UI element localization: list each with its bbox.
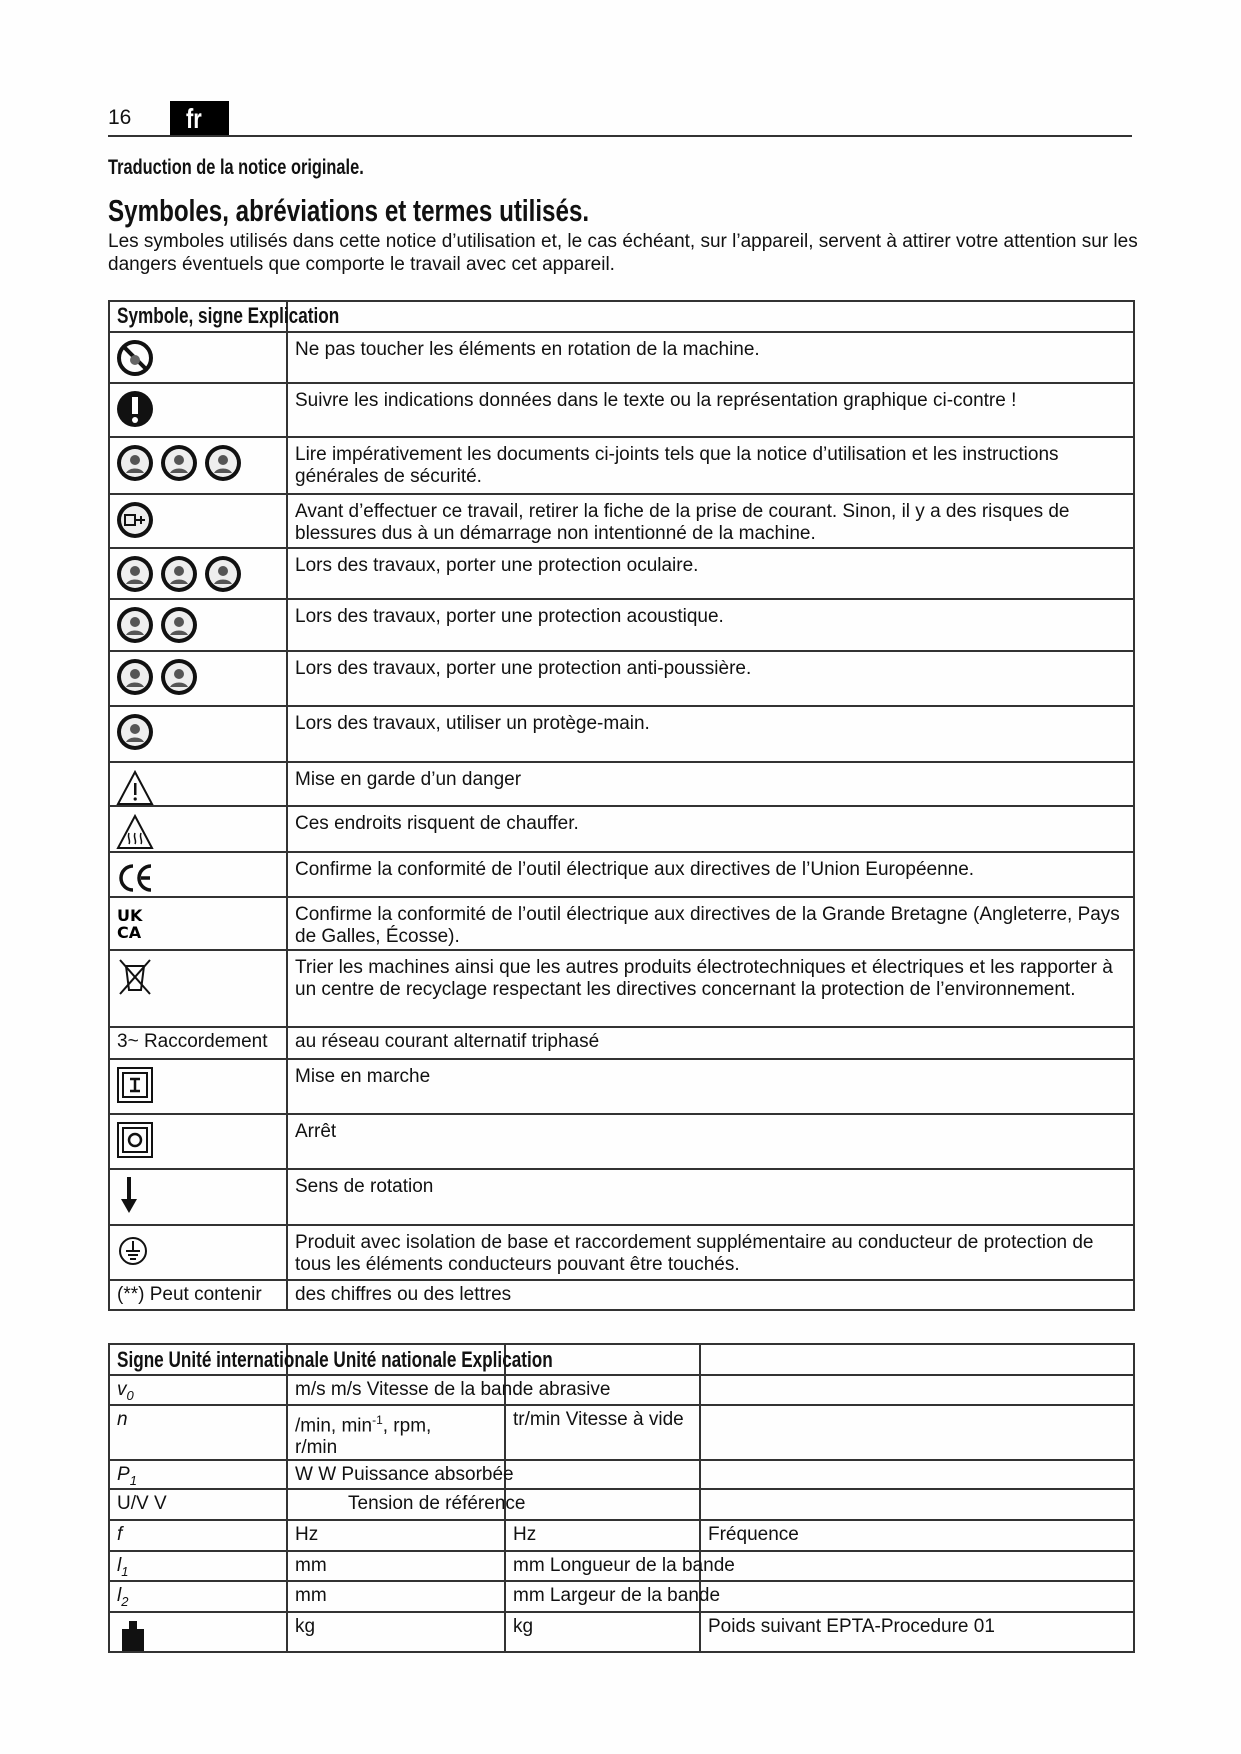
explanation-text: Mise en marche <box>295 1066 431 1087</box>
face-shield-icon <box>159 554 199 594</box>
sign-subscript: 1 <box>129 1472 137 1488</box>
sign <box>117 1585 128 1613</box>
respirator-icon <box>159 657 199 697</box>
hot-surface-icon <box>115 812 155 852</box>
table-rule <box>108 761 1135 763</box>
svg-text:UK: UK <box>117 906 143 925</box>
rotation-arrow-icon <box>115 1175 155 1215</box>
weee-bin-icon <box>115 956 155 996</box>
table-rule <box>108 1374 1135 1376</box>
goggles-icon <box>203 554 243 594</box>
dust-mask-icon <box>115 657 155 697</box>
explanation-text: Ne pas toucher les éléments en rotation de la machine. <box>295 339 760 360</box>
symbol-icons <box>115 443 243 483</box>
table-rule <box>108 1550 1135 1552</box>
unit-cell: mm <box>295 1555 327 1576</box>
symbol-icons <box>115 1120 155 1160</box>
sign-subscript: 1 <box>121 1563 129 1579</box>
subtitle: Traduction de la notice originale. <box>108 156 364 179</box>
warning-triangle-icon <box>115 768 155 808</box>
unplug-icon <box>115 500 155 540</box>
power-on-icon <box>115 1065 155 1105</box>
table-rule <box>108 300 1135 302</box>
unit-text: r/min <box>295 1437 338 1459</box>
explanation-text: Confirme la conformité de l’outil électrique aux directives de la Grande Bretagne (Angleterre, Pays de Galles, Écosse). <box>295 904 1120 947</box>
unit-cell: W W Puissance absorbée <box>295 1464 514 1485</box>
sign-symbol: v <box>117 1379 127 1400</box>
table-rule <box>108 1026 1135 1028</box>
sign-symbol: P <box>117 1464 130 1485</box>
ce-mark-icon <box>115 858 155 898</box>
sign <box>117 1409 128 1431</box>
symbol-icons <box>115 1231 155 1271</box>
sign-symbol: U/V V <box>117 1493 167 1514</box>
explanation-text: Lors des travaux, porter une protection oculaire. <box>295 555 699 576</box>
explanation-text: Lors des travaux, porter une protection acoustique. <box>295 606 724 627</box>
ukca-mark-icon <box>115 903 155 943</box>
unit-cell: mm Largeur de la bande <box>513 1585 721 1606</box>
table-rule <box>108 1168 1135 1170</box>
no-touch-rotating-icon <box>115 338 155 378</box>
eye-protection-icon <box>115 554 155 594</box>
symbol-icons <box>115 812 155 852</box>
unit-cell: tr/min Vitesse à vide <box>513 1409 684 1430</box>
sign <box>117 1555 128 1583</box>
column-divider <box>286 1343 288 1653</box>
explanation-text: Ces endroits risquent de chauffer. <box>295 813 579 834</box>
sign <box>117 1493 167 1515</box>
table-rule <box>108 1279 1135 1281</box>
read-manual-book-icon <box>159 443 199 483</box>
unit-cell: Tension de référence <box>348 1493 526 1514</box>
table-rule <box>108 805 1135 807</box>
unit-cell: kg <box>295 1616 316 1637</box>
table-rule <box>108 851 1135 853</box>
table-rule <box>108 896 1135 898</box>
table-border-left <box>108 1343 110 1653</box>
explanation-text: Suivre les indications données dans le texte ou la représentation graphique ci-contre ! <box>295 390 1017 411</box>
sign <box>117 1524 122 1546</box>
table-header: Symbole, signe Explication <box>117 303 340 328</box>
explanation-text: des chiffres ou des lettres <box>295 1284 512 1305</box>
unit-superscript: -1 <box>372 1413 383 1427</box>
symbol-icons <box>115 605 199 645</box>
symbol-icons <box>115 956 155 996</box>
intro-paragraph: Les symboles utilisés dans cette notice d’utilisation et, le cas échéant, sur l’appareil, servent à attirer votre attention sur les dangers éventuels que comporte le travail avec cet appareil. <box>108 231 1138 275</box>
table-rule <box>108 598 1135 600</box>
table-rule <box>108 1580 1135 1582</box>
ear-muffs-icon <box>159 605 199 645</box>
table-rule <box>108 1611 1135 1613</box>
unit-cell: Hz <box>295 1524 319 1545</box>
language-code: fr <box>186 103 202 134</box>
page-number: 16 <box>108 106 132 129</box>
table-rule <box>108 1459 1135 1461</box>
sign-symbol: l <box>117 1555 122 1576</box>
explanation-text: Arrêt <box>295 1121 337 1142</box>
table-rule <box>108 331 1135 333</box>
sign-subscript: 0 <box>126 1387 134 1403</box>
symbol-icons <box>115 858 155 898</box>
ear-protection-icon <box>115 605 155 645</box>
explanation-text: Mise en garde d’un danger <box>295 769 522 790</box>
table-rule <box>108 547 1135 549</box>
table-rule <box>108 382 1135 384</box>
explanation-text: Lors des travaux, porter une protection anti-poussière. <box>295 658 752 679</box>
table-rule <box>108 1224 1135 1226</box>
table-border-left <box>108 300 110 1311</box>
power-off-icon <box>115 1120 155 1160</box>
glove-icon <box>115 712 155 752</box>
unit-text: /min, min <box>295 1415 373 1437</box>
explanation-text: Avant d’effectuer ce travail, retirer la fiche de la prise de courant. Sinon, il y a des risques de blessures dus à un démarrage non intentionné de la machine. <box>295 501 1070 544</box>
explanation-text: Lors des travaux, utiliser un protège-main. <box>295 713 650 734</box>
sign <box>117 1464 137 1492</box>
symbol-icons <box>115 657 199 697</box>
weight-icon <box>112 1615 152 1655</box>
explanation-text: Trier les machines ainsi que les autres produits électrotechniques et électriques et les rapporter à un centre de recyclage respectant les directives concernant la protection de l’environnement. <box>295 957 1113 1000</box>
table-rule <box>108 1519 1135 1521</box>
sign-symbol: f <box>117 1524 123 1545</box>
unit-text: , rpm, <box>382 1415 432 1437</box>
symbol-icons <box>115 712 155 752</box>
unit-cell: mm Longueur de la bande <box>513 1555 735 1576</box>
table-rule <box>108 949 1135 951</box>
page-title: Symboles, abréviations et termes utilisés. <box>108 193 590 228</box>
unit-cell: Fréquence <box>708 1524 799 1545</box>
unit-cell: Hz <box>513 1524 537 1545</box>
table-rule <box>108 1113 1135 1115</box>
table-rule <box>108 493 1135 495</box>
table-border-right <box>1133 1343 1135 1653</box>
table-rule <box>108 1343 1135 1345</box>
explanation-text: au réseau courant alternatif triphasé <box>295 1031 600 1052</box>
symbol-icons <box>115 338 155 378</box>
table-rule <box>108 436 1135 438</box>
sign <box>117 1379 134 1407</box>
read-instructions-icon <box>203 443 243 483</box>
language-badge <box>170 101 229 136</box>
protective-earth-icon <box>115 1231 155 1271</box>
unit-cell: Poids suivant EPTA-Procedure 01 <box>708 1616 995 1637</box>
svg-text:CA: CA <box>117 923 142 942</box>
table-rule <box>108 1309 1135 1311</box>
unit-cell <box>295 1409 431 1459</box>
table-rule <box>108 1651 1135 1653</box>
symbol-icons <box>115 903 155 943</box>
symbol-icons <box>115 554 243 594</box>
symbol-text: 3~ Raccordement <box>117 1031 268 1052</box>
read-manual-icon <box>115 443 155 483</box>
explanation-text: Lire impérativement les documents ci-joints tels que la notice d’utilisation et les instructions générales de sécurité. <box>295 444 1059 487</box>
table-rule <box>108 705 1135 707</box>
table-rule <box>108 650 1135 652</box>
symbol-icons <box>115 1065 155 1105</box>
symbol-icons <box>115 1175 155 1215</box>
symbol-text: (**) Peut contenir <box>117 1284 262 1305</box>
explanation-text: Produit avec isolation de base et raccordement supplémentaire au conducteur de protection de tous les éléments conducteurs pouvant être touchés. <box>295 1232 1094 1275</box>
table-header: Signe Unité internationale Unité nationale Explication <box>117 1347 553 1372</box>
table-rule <box>108 1488 1135 1490</box>
table-border-right <box>1133 300 1135 1311</box>
unit-cell: m/s m/s Vitesse de la bande abrasive <box>295 1379 611 1400</box>
table-rule <box>108 1058 1135 1060</box>
sign-symbol: l <box>117 1585 122 1606</box>
exclamation-icon <box>115 389 155 429</box>
header-rule <box>108 135 1132 137</box>
symbol-icons <box>115 500 155 540</box>
symbol-icons <box>115 389 155 429</box>
unit-cell: mm <box>295 1585 327 1606</box>
explanation-text: Confirme la conformité de l’outil électrique aux directives de l’Union Européenne. <box>295 859 975 880</box>
column-divider <box>286 300 288 1311</box>
unit-cell: kg <box>513 1616 534 1637</box>
symbol-icons <box>115 768 155 808</box>
table-rule <box>108 1404 1135 1406</box>
sign-symbol: n <box>117 1409 128 1430</box>
sign-subscript: 2 <box>121 1593 129 1609</box>
explanation-text: Sens de rotation <box>295 1176 434 1197</box>
